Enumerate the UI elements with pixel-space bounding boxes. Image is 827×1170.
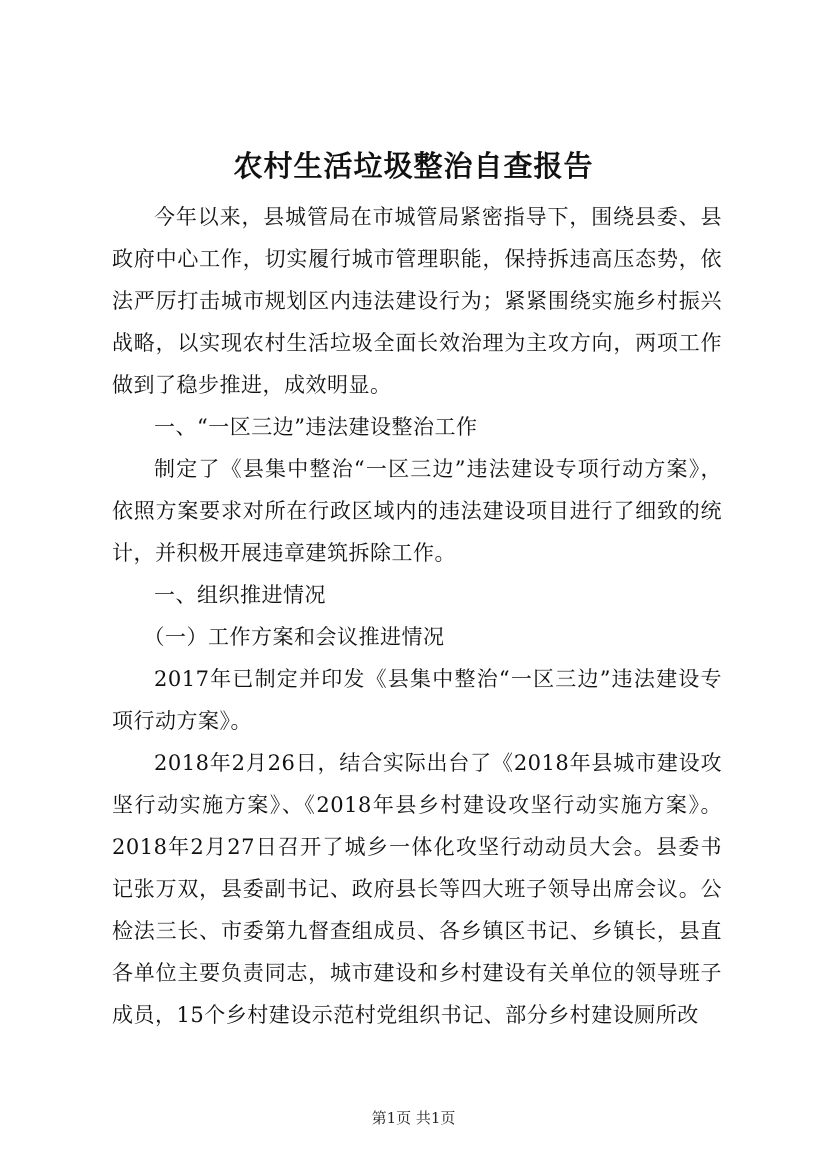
- paragraph-intro: 今年以来，县城管局在市城管局紧密指导下，围绕县委、县政府中心工作，切实履行城市管理职能，保持拆违高压态势，依法严厉打击城市规划区内违法建设行为；紧紧围绕实施乡村振兴战略，以实现农村生活垃圾全面长效治理为主攻方向，两项工作做到了稳步推进，成效明显。: [112, 205, 722, 397]
- paragraph-2017: 2017年已制定并印发《县集中整治“一区三边”违法建设专项行动方案》。: [112, 667, 722, 733]
- subsection-heading-work-plan: （一）工作方案和会议推进情况: [143, 625, 445, 649]
- page-footer: 第1页 共1页: [371, 1109, 456, 1127]
- paragraph-2018: 2018年2月26日，结合实际出台了《2018年县城市建设攻坚行动实施方案》、《2018年县乡村建设攻坚行动实施方案》。2018年2月27日召开了城乡一体化攻坚行动动员大会。县委书记张万双，县委副书记、政府县长等四大班子领导出席会议。公检法三长、市委第九督查组成员、各乡镇区书记、乡镇长，县直各单位主要负责同志，城市建设和乡村建设有关单位的领导班子成员，15个乡村建设示范村党组织书记、部分乡村建设厕所改: [112, 751, 722, 1027]
- document-body: [112, 196, 722, 1036]
- document-title: 农村生活垃圾整治自查报告: [233, 149, 594, 183]
- paragraph-plan: 制定了《县集中整治“一区三边”违法建设专项行动方案》，依照方案要求对所在行政区域内的违法建设项目进行了细致的统计，并积极开展违章建筑拆除工作。: [112, 457, 722, 565]
- section-heading-organization: 一、组织推进情况: [154, 583, 326, 607]
- section-heading-1: 一、“一区三边”违法建设整治工作: [154, 415, 478, 439]
